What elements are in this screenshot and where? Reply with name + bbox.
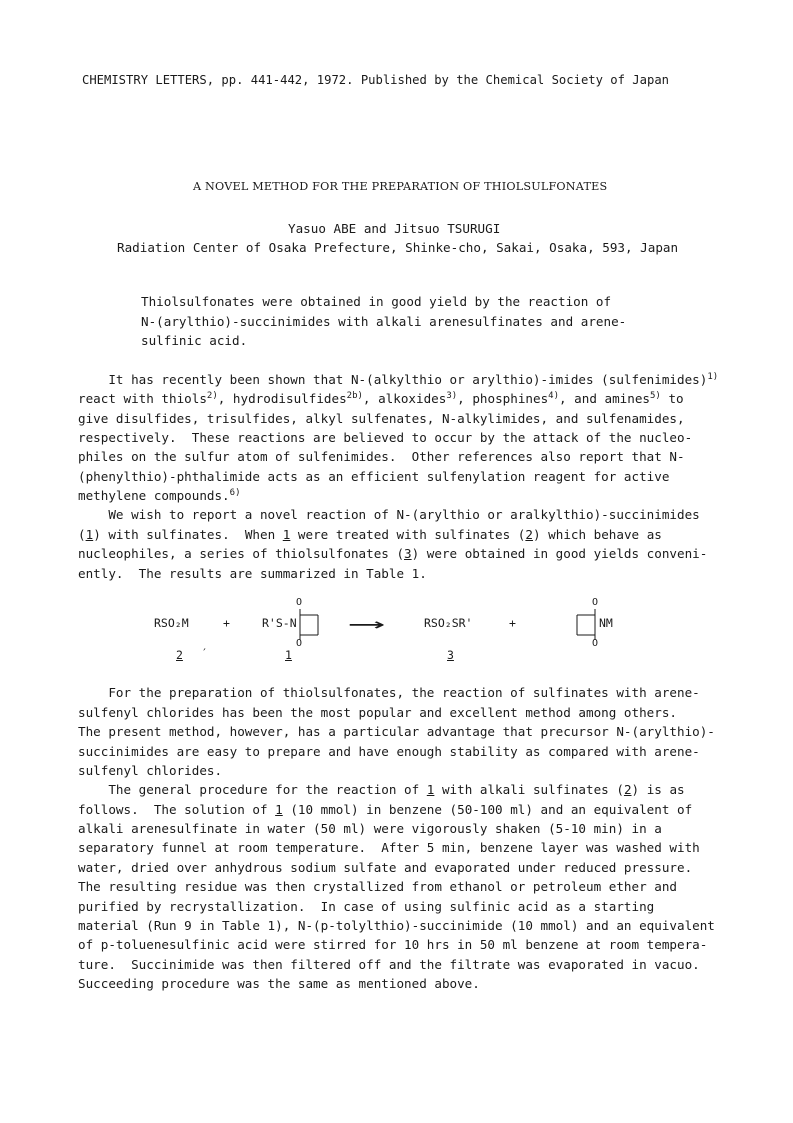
abstract-line: sulfinic acid. [141,333,248,348]
compound-number: 2 [623,782,632,797]
reference-marker: 5) [650,390,661,401]
text: ) is as [631,782,685,797]
body-line: purified by recrystallization. In case of using sulfinic acid as a starting [78,899,655,914]
body-line [78,372,718,388]
body-line: philes on the sulfur atom of sulfenimides. Other references also report that N- [78,449,685,464]
authors: Yasuo ABE and Jitsuo TSURUGI [288,221,501,236]
body-line: ture. Succinimide was then filtered off and the filtrate was evaporated in vacuo. [78,957,700,972]
body-line [78,782,685,798]
affiliation: Radiation Center of Osaka Prefecture, Shinke-cho, Sakai, Osaka, 593, Japan [117,240,679,255]
text: ) which behave as [532,527,662,542]
reaction-arrow: ⟶ [352,612,382,637]
reagent-sulfenimide: R'S-N [262,616,297,630]
compound-number: 2 [525,527,533,542]
text: ( [78,527,86,542]
reference-marker: 4) [548,390,560,401]
body-line: The resulting residue was then crystallized from ethanol or petroleum ether and [78,879,677,894]
compound-number: 3 [404,546,412,561]
body-line: material (Run 9 in Table 1), N-(p-tolylthio)-succinimide (10 mmol) and an equivalent [78,918,715,933]
reagent-sulfinate: RSO₂M [154,616,189,630]
text: The general procedure for the reaction of [78,782,427,797]
text: (10 mmol) in benzene (50-100 ml) and an equivalent of [282,802,693,817]
abstract-line: Thiolsulfonates were obtained in good yield by the reaction of [141,294,612,309]
body-line: give disulfides, trisulfides, alkyl sulfenates, N-alkylimides, and sulfenamides, [78,411,685,426]
compound-number: 1 [426,782,435,797]
plus-sign: + [509,616,516,630]
text: to [660,391,684,406]
carbonyl-oxygen: O [296,638,303,649]
text: , phosphines [457,391,549,406]
body-line: water, dried over anhydrous sodium sulfate and evaporated under reduced pressure. [78,860,693,875]
body-line: Succeeding procedure was the same as mentioned above. [78,976,480,991]
text: , and amines [559,391,651,406]
body-line: succinimides are easy to prepare and have enough stability as compared with arene- [78,744,700,759]
body-line: alkali arenesulfinate in water (50 ml) were vigorously shaken (5-10 min) in a [78,821,662,836]
succinimide-ring-left [298,604,328,646]
body-line: separatory funnel at room temperature. After 5 min, benzene layer was washed with [78,840,700,855]
compound-number: 1 [85,527,94,542]
compound-number: 1 [282,527,291,542]
paper-title: A NOVEL METHOD FOR THE PREPARATION OF THIOLSULFONATES [193,180,608,193]
body-line: (phenylthio)-phthalimide acts as an efficient sulfenylation reagent for active [78,469,670,484]
text: It has recently been shown that N-(alkylthio or arylthio)-imides (sulfenimides) [78,372,708,387]
text: ) were obtained in good yields conveni- [411,546,708,561]
compound-label: 3 [447,648,454,662]
compound-label: 2 [176,648,183,662]
body-line: ently. The results are summarized in Table 1. [78,566,427,581]
plus-sign: + [223,616,230,630]
text: methylene compounds. [78,488,230,503]
product-succinimide-salt: NM [599,616,613,630]
reference-marker: 3) [446,390,458,401]
text: , alkoxides [362,391,447,406]
text: follows. The solution of [78,802,276,817]
body-line: sulfenyl chlorides. [78,763,223,778]
reference-marker: 6) [229,487,241,498]
product-thiolsulfonate: RSO₂SR' [424,616,473,630]
body-line [78,802,692,818]
text: ) with sulfinates. When [93,527,283,542]
compound-label-mark: ′ [201,646,208,660]
text: with alkali sulfinates ( [434,782,624,797]
reference-marker: 2) [206,390,218,401]
carbonyl-oxygen: O [592,597,599,608]
body-line: For the preparation of thiolsulfonates, the reaction of sulfinates with arene- [78,685,700,700]
body-line: The present method, however, has a particular advantage that precursor N-(arylthio)- [78,724,715,739]
body-line [78,391,684,407]
body-line [78,546,707,562]
text: nucleophiles, a series of thiolsulfonates ( [78,546,405,561]
journal-header: CHEMISTRY LETTERS, pp. 441-442, 1972. Published by the Chemical Society of Japan [82,73,669,87]
reference-marker: 2b) [346,390,363,401]
body-line: of p-toluenesulfinic acid were stirred for 10 hrs in 50 ml benzene at room tempera- [78,937,708,952]
body-line: We wish to report a novel reaction of N-(arylthio or aralkylthio)-succinimides [78,507,700,522]
text: , hydrodisulfides [217,391,347,406]
body-line: respectively. These reactions are believed to occur by the attack of the nucleo- [78,430,693,445]
carbonyl-oxygen: O [592,638,599,649]
carbonyl-oxygen: O [296,597,303,608]
text: were treated with sulfinates ( [290,527,526,542]
compound-number: 1 [275,802,283,817]
abstract-line: N-(arylthio)-succinimides with alkali arenesulfinates and arene- [141,314,627,329]
compound-label: 1 [285,648,292,662]
body-line: sulfenyl chlorides has been the most popular and excellent method among others. [78,705,677,720]
text: react with thiols [78,391,207,406]
body-line [78,527,662,543]
reference-marker: 1) [707,371,719,382]
body-line [78,488,241,504]
